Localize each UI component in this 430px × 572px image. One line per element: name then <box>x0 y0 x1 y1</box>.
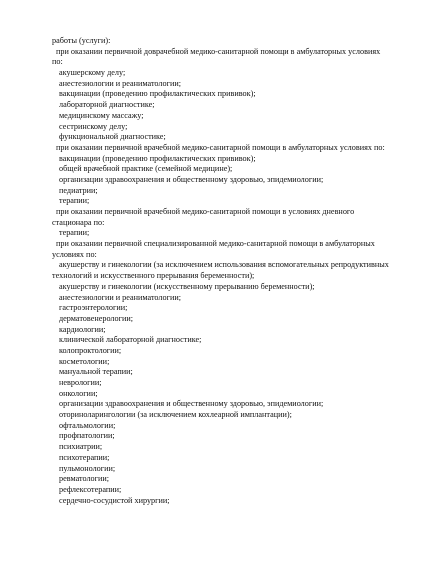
document-line: акушерству и гинекологии (искусственному прерыванию беременности); <box>59 281 315 291</box>
document-line: стационара по: <box>52 217 105 227</box>
document-line: терапии; <box>59 228 90 238</box>
document-line: рефлексотерапии; <box>59 484 122 494</box>
document-line: педиатрии; <box>59 185 98 195</box>
document-line: медицинскому массажу; <box>59 110 144 120</box>
document-line: при оказании первичной доврачебной медико-санитарной помощи в амбулаторных условиях <box>56 46 381 56</box>
document-line: анестезиологии и реаниматологии; <box>59 78 181 88</box>
document-line: ревматологии; <box>59 474 110 484</box>
document-body <box>52 36 407 506</box>
document-line: кардиологии; <box>59 324 106 334</box>
document-line: акушерству и гинекологии (за исключением использования вспомогательных репродуктивных <box>59 260 389 270</box>
document-line: психиатрии; <box>59 442 103 452</box>
document-line: акушерскому делу; <box>59 68 126 78</box>
document-line: профпатологии; <box>59 431 115 441</box>
document-line: работы (услуги): <box>52 36 111 45</box>
document-line: при оказании первичной врачебной медико-санитарной помощи в амбулаторных условиях по: <box>56 142 385 152</box>
document-line: организации здравоохранения и общественному здоровью, эпидемиологии; <box>59 174 324 184</box>
document-line: лабораторной диагностике; <box>59 100 155 110</box>
document-line: общей врачебной практике (семейной медицине); <box>59 164 233 174</box>
document-line: по: <box>52 57 63 67</box>
document-line: клинической лабораторной диагностике; <box>59 335 202 345</box>
document-line: функциональной диагностике; <box>59 132 166 142</box>
document-line: сестринскому делу; <box>59 121 128 131</box>
document-line: онкологии; <box>59 388 98 398</box>
document-line: пульмонологии; <box>59 463 116 473</box>
document-line: вакцинации (проведению профилактических прививок); <box>59 89 256 99</box>
document-line: офтальмологии; <box>59 420 116 430</box>
document-line: при оказании первичной врачебной медико-санитарной помощи в условиях дневного <box>56 207 355 216</box>
document-line: терапии; <box>59 196 90 206</box>
document-line: организации здравоохранения и общественному здоровью, эпидемиологии; <box>59 399 324 409</box>
document-line: условиях по: <box>52 249 97 259</box>
document-line: оториноларингологии (за исключением кохлеарной имплантации); <box>59 410 292 420</box>
document-line: технологий и искусственного прерывания беременности); <box>52 271 255 281</box>
document-line: гастроэнтерологии; <box>59 303 128 313</box>
document-line: колопроктологии; <box>59 345 122 355</box>
document-line: сердечно-сосудистой хирургии; <box>59 495 170 505</box>
document-line: мануальной терапии; <box>59 367 133 377</box>
document-line: психотерапии; <box>59 452 110 462</box>
document-line: при оказании первичной специализированной медико-санитарной помощи в амбулаторных <box>56 239 375 249</box>
document-line: анестезиологии и реаниматологии; <box>59 292 181 302</box>
document-line: вакцинации (проведению профилактических прививок); <box>59 153 256 163</box>
document-line: косметологии; <box>59 356 110 366</box>
document-line: дерматовенерологии; <box>59 313 134 323</box>
document-line: неврологии; <box>59 378 102 387</box>
